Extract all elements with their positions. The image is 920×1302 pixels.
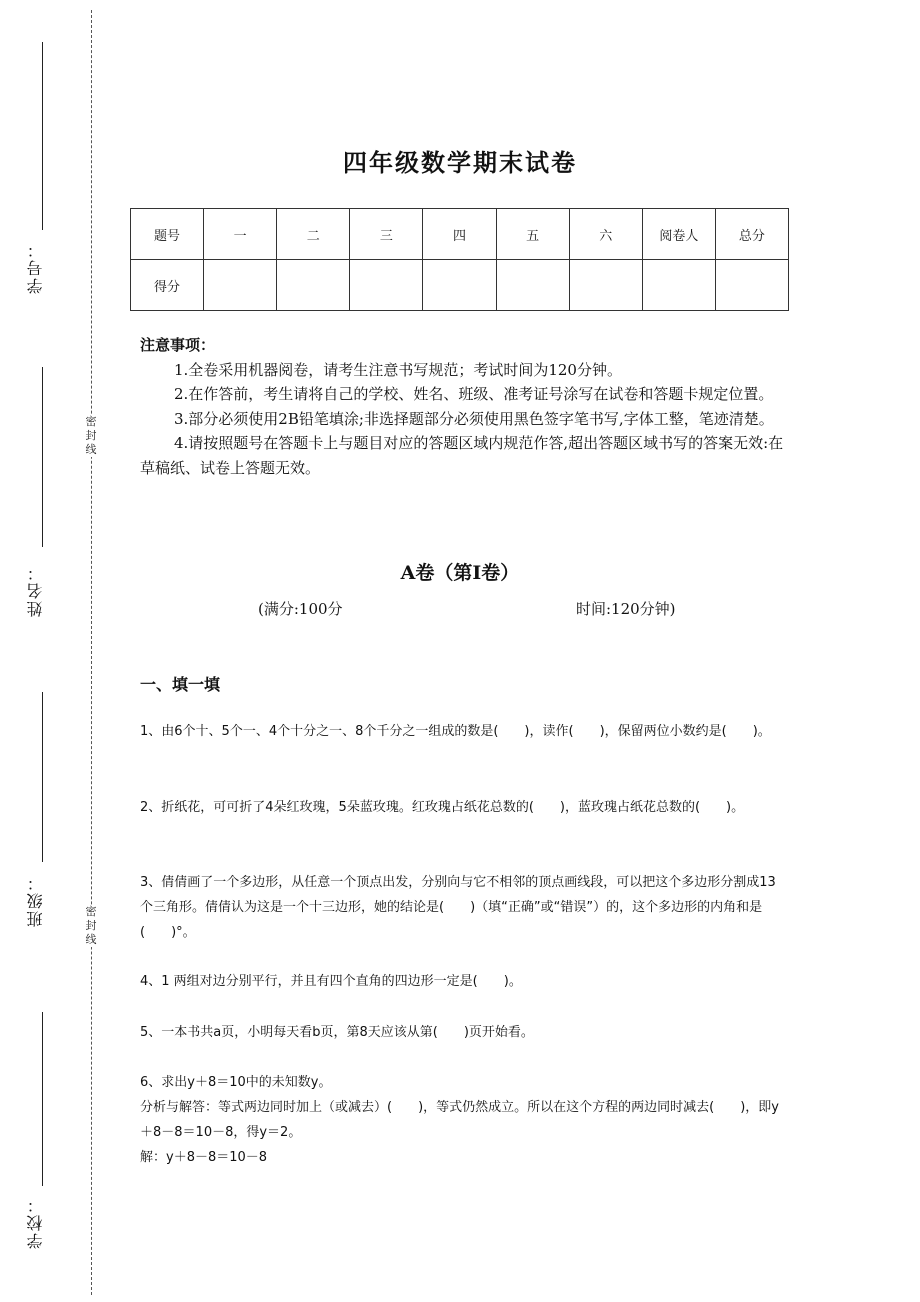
question-text: 6、求出y＋8＝10中的未知数y。 [140,1075,332,1090]
question-2 [140,795,785,820]
class-label: 班级： [26,873,45,927]
student-number-line[interactable] [42,42,43,230]
question-text: 1、由6个十、5个一、4个十分之一、8个千分之一组成的数是( )，读作( )，保留两位小数约是( )。 [140,724,771,739]
section-title: 一、填一填 [140,675,221,694]
header-cell: 题号 [131,209,204,260]
score-table-score-row [131,260,789,311]
notes-item: 3.部分必须使用2B铅笔填涂;非选择题部分必须使用黑色签字笔书写,字体工整，笔迹清楚。 [174,409,774,428]
header-cell: 三 [350,209,423,260]
school-label: 学校： [26,1195,45,1249]
question-analysis: 分析与解答：等式两边同时加上（或减去）( )，等式仍然成立。所以在这个方程的两边同时减去( )，即y＋8－8＝10－8，得y＝2。 [140,1100,779,1140]
notes-item: 1.全卷采用机器阅卷，请考生注意书写规范；考试时间为120分钟。 [174,360,622,379]
seal-char: 封 [85,919,97,932]
header-cell: 一 [204,209,277,260]
header-cell: 总分 [715,209,788,260]
seal-char: 密 [85,905,97,918]
question-text: 3、倩倩画了一个多边形，从任意一个顶点出发，分别向与它不相邻的顶点画线段，可以把这个多边形分割成13个三角形。倩倩认为这是一个十三边形，她的结论是( )（填“正确”或“错误”）的，这个多边形的内角和是( )°。 [140,875,776,940]
header-cell: 阅卷人 [642,209,715,260]
score-cell[interactable] [496,260,569,311]
score-row-label: 得分 [131,260,204,311]
paper-name: A卷（第Ⅰ卷） [400,562,520,584]
binding-dashed-line [91,10,92,1295]
score-table-header-row [131,209,789,260]
score-cell[interactable] [569,260,642,311]
question-4 [140,969,785,994]
header-cell: 四 [423,209,496,260]
score-cell[interactable] [277,260,350,311]
exam-time: 时间:120分钟) [576,600,676,618]
score-cell[interactable] [715,260,788,311]
question-text: 5、一本书共a页，小明每天看b页，第8天应该从第( )页开始看。 [140,1025,534,1040]
exam-title: 四年级数学期末试卷 [343,148,577,177]
name-label: 姓名： [26,563,45,617]
full-score: (满分:100分 [258,600,343,618]
seal-line-mark-bottom [82,905,100,947]
question-text: 2、折纸花，可可折了4朵红玫瑰，5朵蓝玫瑰。红玫瑰占纸花总数的( )，蓝玫瑰占纸花总数的( )。 [140,800,745,815]
score-cell[interactable] [642,260,715,311]
score-table [130,208,789,311]
name-line[interactable] [42,367,43,547]
notes-section [140,333,785,480]
seal-char: 封 [85,429,97,442]
header-cell: 五 [496,209,569,260]
question-6 [140,1070,785,1170]
header-cell: 六 [569,209,642,260]
question-3 [140,870,785,945]
seal-char: 线 [85,443,97,456]
question-solution: 解：y＋8－8＝10－8 [140,1150,268,1165]
question-1 [140,719,785,744]
score-cell[interactable] [423,260,496,311]
header-cell: 二 [277,209,350,260]
notes-heading: 注意事项： [140,336,216,354]
score-cell[interactable] [204,260,277,311]
seal-char: 密 [85,415,97,428]
notes-item: 4.请按照题号在答题卡上与题目对应的答题区域内规范作答,超出答题区域书写的答案无效:在草稿纸、试卷上答题无效。 [140,434,784,477]
question-text: 4、1 两组对边分别平行，并且有四个直角的四边形一定是( )。 [140,974,522,989]
notes-item: 2.在作答前，考生请将自己的学校、姓名、班级、准考证号涂写在试卷和答题卡规定位置。 [174,385,774,403]
seal-line-mark-top [82,415,100,457]
score-cell[interactable] [350,260,423,311]
class-line[interactable] [42,692,43,862]
school-line[interactable] [42,1012,43,1186]
question-5 [140,1020,785,1045]
student-number-label: 学号： [26,240,45,294]
seal-char: 线 [85,933,97,946]
